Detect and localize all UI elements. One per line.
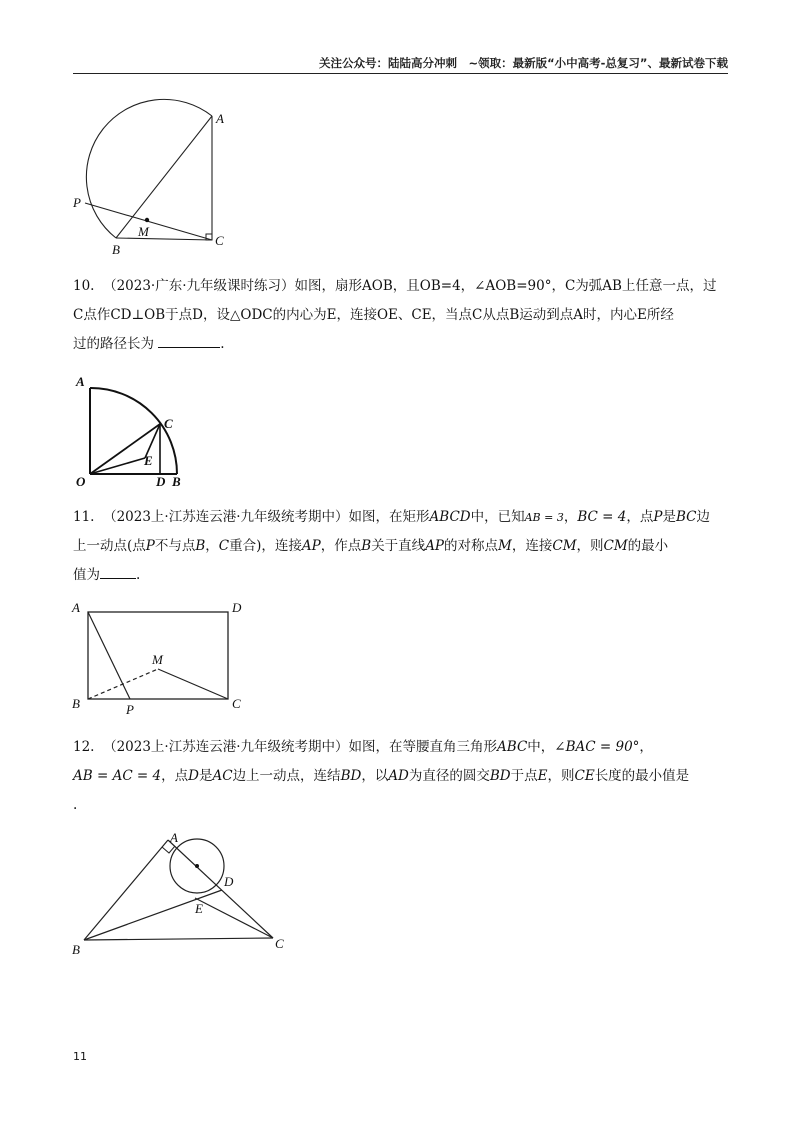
fig9-label-c: C [215, 233, 224, 248]
fig10-label-a: A [76, 374, 85, 389]
fig12-right-angle [162, 846, 175, 853]
fig9-label-a: A [216, 111, 224, 126]
fig12-center-dot [195, 864, 199, 868]
fig12-ce [195, 898, 273, 938]
fig9-label-m: M [138, 224, 149, 239]
fig9-line-bc [116, 238, 212, 240]
figure-9 [70, 96, 240, 266]
fig10-label-o: O [76, 474, 86, 489]
fig11-label-b: B [72, 696, 80, 711]
question-12: 12. （2023上·江苏连云港·九年级统考期中）如图，在等腰直角三角形ABC中，∠BAC = 90°， AB = AC = 4，点D是AC边上一动点，连结BD，以AD为直径的圆交BD于点E，则CE长度的最小值是 . [73, 739, 690, 813]
fig11-bm [88, 669, 158, 699]
fig11-label-c: C [232, 696, 241, 711]
fig11-label-a: A [72, 600, 80, 615]
fig12-label-e: E [195, 901, 203, 916]
fig12-label-d: D [224, 874, 234, 889]
figure-12 [68, 826, 298, 966]
fig11-label-d: D [232, 600, 242, 615]
fig9-point-m [145, 218, 149, 222]
fig9-line-ab [116, 116, 212, 238]
fig11-mc [158, 669, 228, 699]
fig10-label-c: C [164, 416, 173, 431]
answer-blank [100, 564, 136, 579]
fig11-label-p: P [126, 702, 134, 717]
fig9-label-p: P [73, 195, 81, 210]
figure-10 [72, 376, 202, 494]
page-number: 11 [73, 1050, 87, 1063]
page-header: 关注公众号：陆陆高分冲刺 ~领取：最新版“小中高考-总复习”、最新试卷下载 [318, 56, 728, 70]
fig10-oe [90, 458, 145, 474]
fig12-label-b: B [72, 942, 80, 957]
fig12-bc [84, 938, 273, 940]
question-11: 11. （2023上·江苏连云港·九年级统考期中）如图，在矩形ABCD中，已知AB = 3，BC = 4，点P是BC边 上一动点(点P不与点B，C重合)，连接AP，作点B关于直线AP的对称点M，连接CM，则CM的最小 值为 . [73, 509, 710, 583]
fig12-label-a: A [170, 830, 178, 845]
fig12-label-c: C [275, 936, 284, 951]
header-rule [73, 73, 728, 74]
fig10-label-b: B [172, 474, 181, 489]
fig11-label-m: M [152, 652, 163, 667]
answer-blank [158, 333, 220, 348]
fig10-label-d: D [156, 474, 166, 489]
fig9-label-b: B [112, 242, 120, 257]
fig10-label-e: E [144, 453, 153, 468]
fig9-arc [86, 99, 212, 238]
fig11-ap [88, 612, 130, 699]
figure-11 [70, 600, 250, 718]
question-10: 10. （2023·广东·九年级课时练习）如图，扇形AOB，且OB=4，∠AOB=90°，C为弧AB上任意一点，过 C点作CD⊥OB于点D，设△ODC的内心为E，连接OE、CE，当点C从点B运动到点A时，内心E所经 过的路径长为 . [73, 278, 717, 352]
